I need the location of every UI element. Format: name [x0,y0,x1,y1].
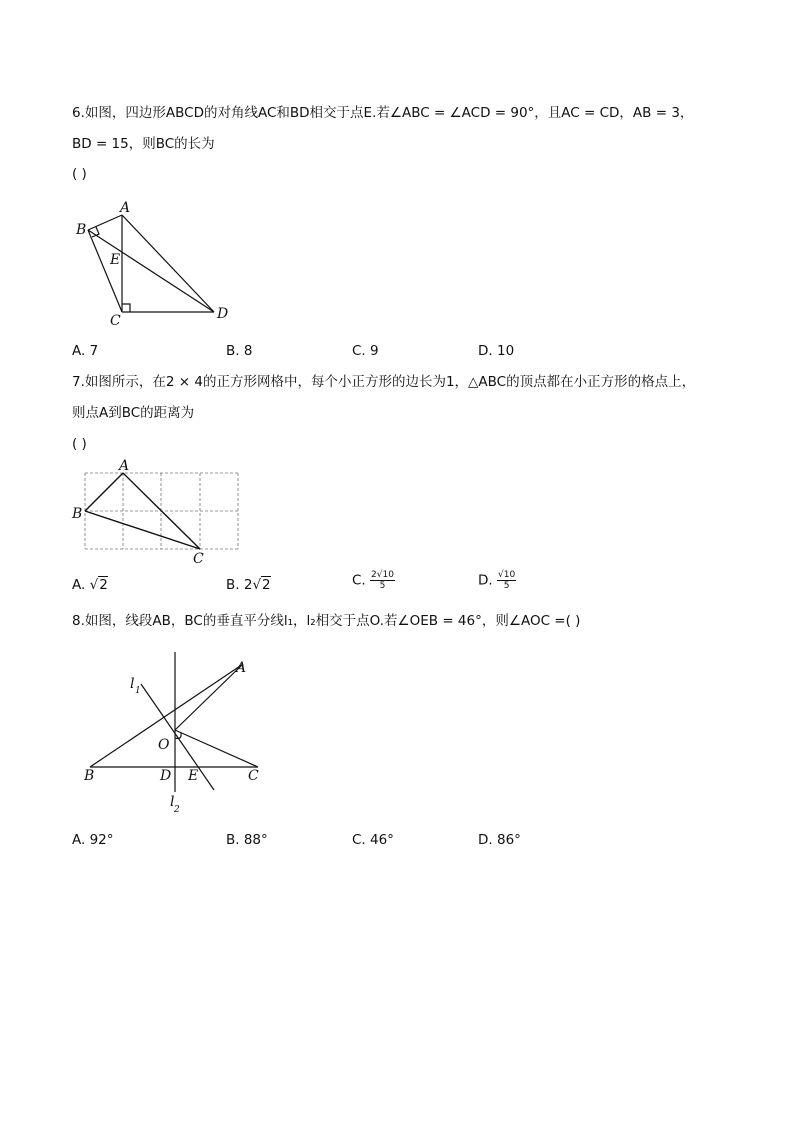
q7-label-A: A [119,458,130,474]
q8-seg-OA [175,664,243,730]
q6-label-C: C [110,313,121,329]
q8-seg-OC [175,730,258,767]
q8-option-b: B. 88° [226,832,268,848]
q8-option-c: C. 46° [352,832,394,848]
q6-answer-paren: ( ) [72,166,87,182]
q6-option-b: B. 8 [226,343,253,359]
q7-option-c: C. $\frac{2√10}{5}$ [352,570,394,591]
q8-label-l1-sub: 1 [135,686,141,696]
q7-stem-line1: 7.如图所示，在2 × 4的正方形网格中，每个小正方形的边长为1，△ABC的顶点都在小正方形的格点上， [72,374,696,390]
q6-stem-line1: 6.如图，四边形ABCD的对角线AC和BD相交于点E.若∠ABC = ∠ACD = 90°，且AC = CD，AB = 3， [72,105,694,121]
q8-option-d: D. 86° [478,832,521,848]
q8-label-l1: l [130,676,135,692]
q8-label-B: B [84,768,95,784]
q6-option-c: C. 9 [352,343,379,359]
q7-option-b: B. 2√2 [226,577,271,593]
q7-answer-paren: ( ) [72,436,87,452]
q6-label-B: B [76,222,87,238]
q6-option-d: D. 10 [478,343,515,359]
q7-label-C: C [193,551,204,567]
q8-line-l1 [141,684,214,790]
q8-label-D: D [160,768,172,784]
q8-label-l2: l [170,794,175,810]
q7-option-a: A. √2 [72,577,108,593]
q7-stem-line2: 则点A到BC的距离为 [72,405,195,421]
q8-option-a: A. 92° [72,832,114,848]
q7-option-d: D. $\frac{√10}{5}$ [478,570,516,591]
q8-stem-line1: 8.如图，线段AB，BC的垂直平分线l₁，l₂相交于点O.若∠OEB = 46°，则∠AOC =( ) [72,613,581,629]
q8-label-E: E [188,768,199,784]
q6-label-D: D [217,306,229,322]
q6-label-E: E [110,252,121,268]
q8-label-A: A [236,660,247,676]
q8-label-O: O [158,737,170,753]
q6-label-A: A [120,200,131,216]
q8-label-C: C [248,768,259,784]
q8-label-l2-sub: 2 [174,805,180,815]
q6-option-a: A. 7 [72,343,99,359]
q7-label-B: B [72,506,83,522]
q6-stem-line2: BD = 15，则BC的长为 [72,136,215,152]
